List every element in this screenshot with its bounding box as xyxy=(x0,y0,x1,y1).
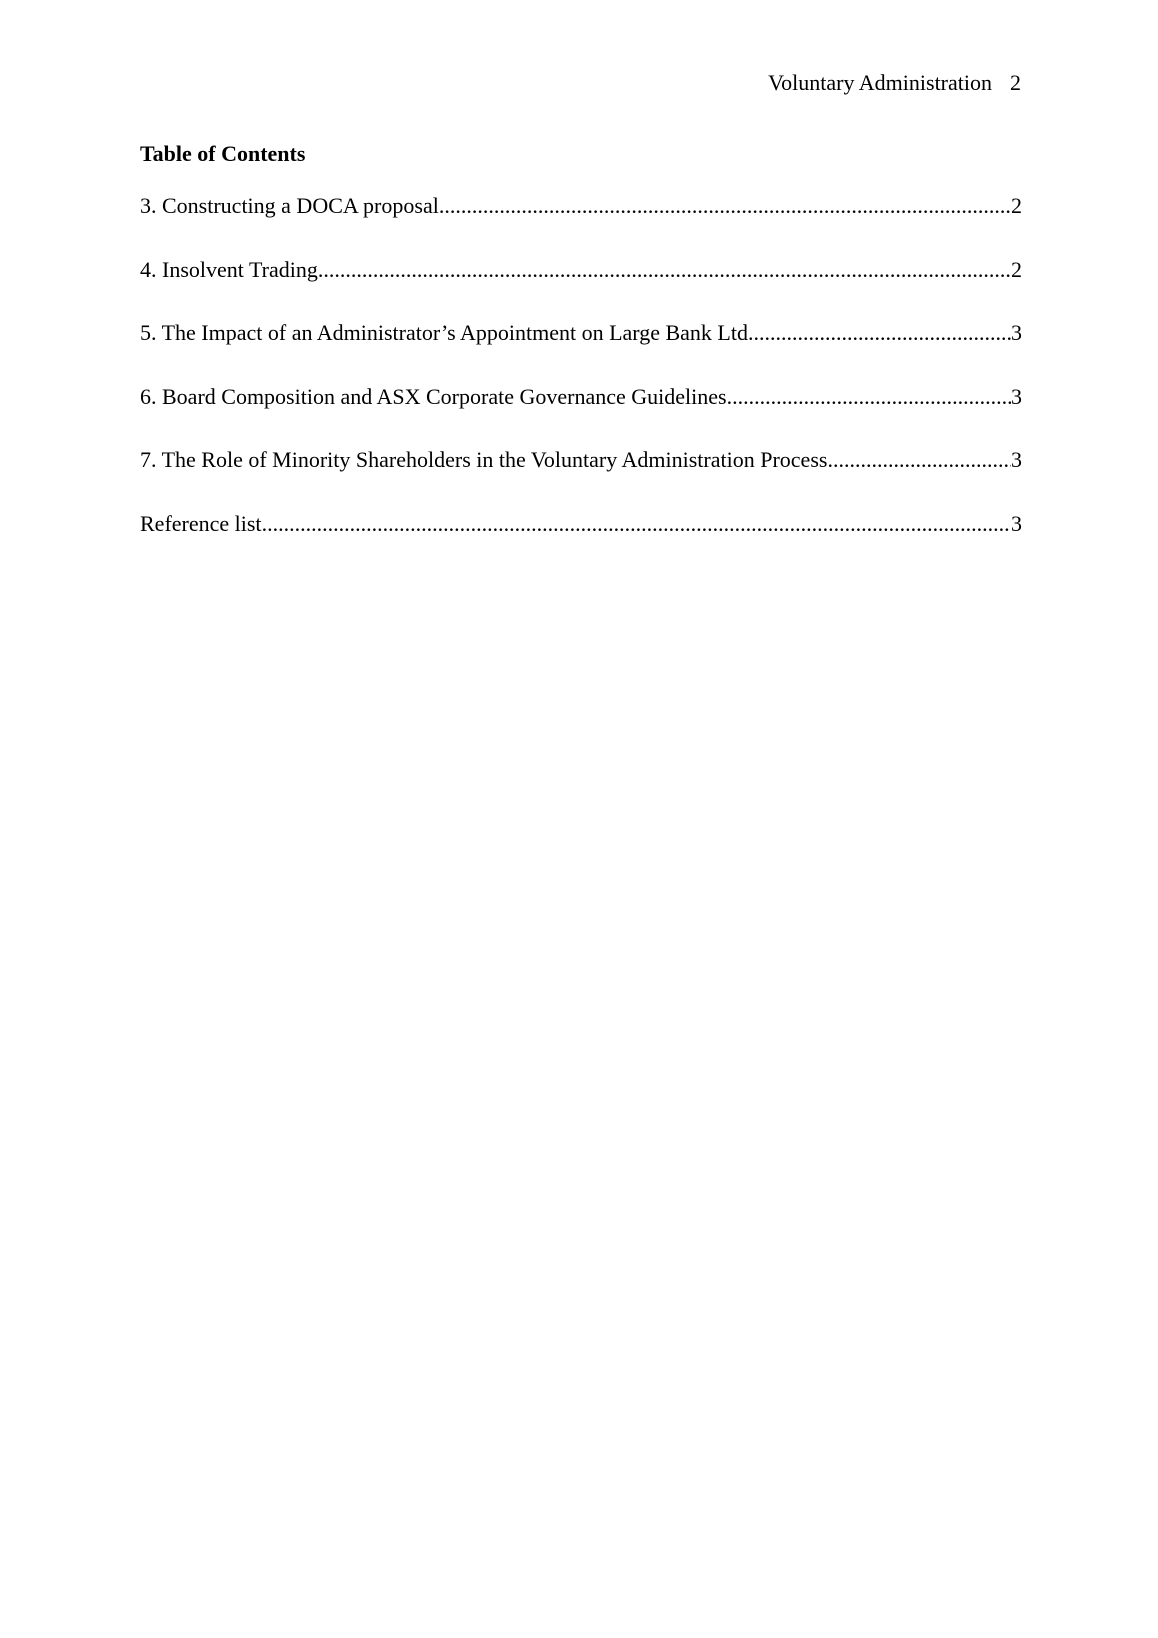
toc-entry[interactable] xyxy=(140,191,1022,221)
toc-entry-page: 3 xyxy=(1011,447,1022,473)
running-head-title: Voluntary Administration xyxy=(768,70,992,95)
toc-entry-title: 6. Board Composition and ASX Corporate Governance Guidelines xyxy=(140,383,727,409)
toc-entry-leader xyxy=(748,318,1011,348)
toc-entry-title: 5. The Impact of an Administrator’s Appointment on Large Bank Ltd xyxy=(140,320,748,346)
toc-entry[interactable] xyxy=(140,318,1022,348)
page-number: 2 xyxy=(1010,70,1021,95)
toc-entry-page: 3 xyxy=(1011,320,1022,346)
toc-heading: Table of Contents xyxy=(140,141,306,166)
toc-entry-leader xyxy=(318,255,1011,285)
toc-entry-title: 4. Insolvent Trading xyxy=(140,256,318,282)
toc-entry-leader xyxy=(439,191,1011,221)
toc-entry-title: 7. The Role of Minority Shareholders in the Voluntary Administration Process xyxy=(140,447,828,473)
toc-entry-page: 2 xyxy=(1011,193,1022,218)
toc-entry-leader xyxy=(827,445,1011,475)
toc-entry[interactable] xyxy=(140,255,1022,285)
toc-entry-page: 3 xyxy=(1011,510,1022,536)
toc-entry-page: 3 xyxy=(1011,383,1022,409)
toc-entry[interactable] xyxy=(140,445,1022,475)
toc-entry-title: Reference list xyxy=(140,510,262,536)
running-head xyxy=(768,68,1021,98)
toc-entry-leader xyxy=(262,509,1011,539)
toc-entry[interactable] xyxy=(140,382,1022,412)
toc-entry[interactable] xyxy=(140,509,1022,539)
toc-list xyxy=(140,191,1022,573)
toc-entry-page: 2 xyxy=(1011,256,1022,282)
toc-entry-leader xyxy=(727,382,1011,412)
toc-entry-title: 3. Constructing a DOCA proposal xyxy=(140,193,439,218)
